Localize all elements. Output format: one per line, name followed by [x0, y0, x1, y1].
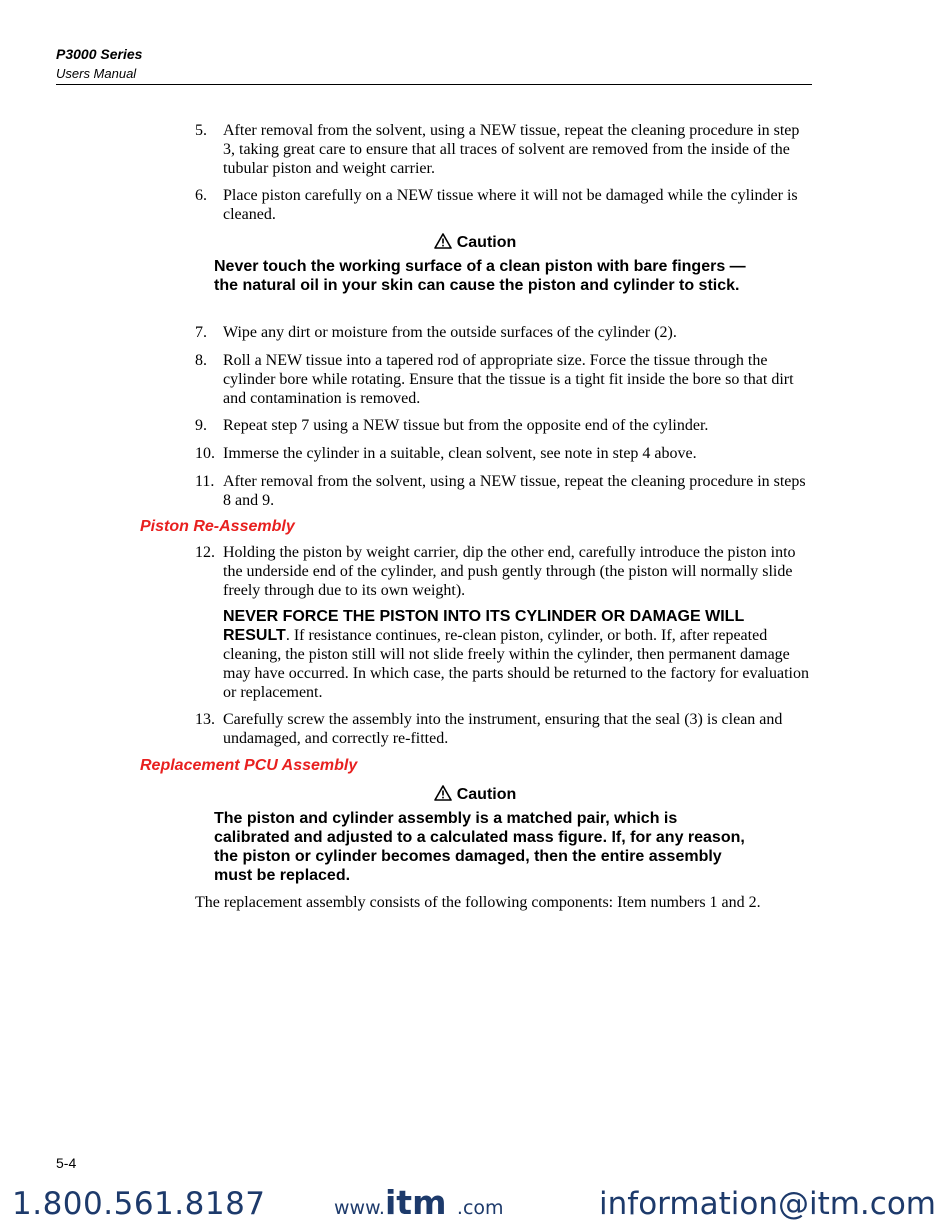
section-heading-reassembly: Piston Re-Assembly	[140, 518, 295, 535]
step-11	[195, 472, 815, 510]
step-9	[195, 416, 815, 435]
step-number: 5.	[195, 122, 207, 139]
step-number: 12.	[195, 544, 215, 561]
step-10	[195, 444, 815, 463]
page-number: 5-4	[56, 1155, 77, 1171]
caution-label: Caution	[456, 786, 517, 803]
replacement-components-text: The replacement assembly consists of the following components: Item numbers 1 and 2.	[195, 894, 761, 911]
step-text: After removal from the solvent, using a NEW tissue, repeat the cleaning procedure in steps 8 and 9.	[223, 473, 806, 509]
caution-heading	[0, 785, 950, 806]
footer-phone[interactable]: 1.800.561.8187	[12, 1186, 266, 1222]
step-number: 13.	[195, 711, 215, 728]
step-5	[195, 121, 815, 178]
caution-label: Caution	[456, 234, 517, 251]
step-number: 9.	[195, 417, 207, 434]
step-text: After removal from the solvent, using a NEW tissue, repeat the cleaning procedure in step 3, taking great care to ensure that all traces of solvent are removed from the inside of the tubular piston and weight carrier.	[223, 122, 800, 177]
step-text: Repeat step 7 using a NEW tissue but from the opposite end of the cylinder.	[223, 417, 709, 434]
step-text: Roll a NEW tissue into a tapered rod of appropriate size. Force the tissue through the cylinder bore while rotating. Ensure that the tissue is a tight fit inside the bore so that dirt and contamination is removed.	[223, 352, 794, 407]
step-8	[195, 351, 815, 408]
step-number: 10.	[195, 445, 215, 462]
step-text: Place piston carefully on a NEW tissue where it will not be damaged while the cylinder is cleaned.	[223, 187, 798, 223]
step-text: Immerse the cylinder in a suitable, clean solvent, see note in step 4 above.	[223, 445, 697, 462]
step-number: 7.	[195, 324, 207, 341]
itm-logo-text: itm	[384, 1186, 447, 1218]
step-7	[195, 323, 815, 342]
force-warning-bold: NEVER FORCE THE PISTON INTO ITS CYLINDER OR DAMAGE WILL RESULT	[223, 608, 744, 644]
section-heading-replacement: Replacement PCU Assembly	[140, 757, 358, 774]
step-number: 11.	[195, 473, 215, 490]
force-warning-note	[223, 607, 815, 702]
warning-triangle-icon	[434, 233, 452, 254]
caution-text: Never touch the working surface of a clean piston with bare fingers — the natural oil in your skin can cause the piston and cylinder to stick.	[214, 258, 746, 294]
warning-triangle-icon	[434, 785, 452, 806]
manual-subtitle: Users Manual	[56, 66, 137, 81]
step-number: 8.	[195, 352, 207, 369]
manual-series-title: P3000 Series	[56, 46, 143, 62]
force-warning-text: . If resistance continues, re-clean piston, cylinder, or both. If, after repeated cleaning, the piston still will not slide freely within the cylinder, then permanent damage may have occurred. In which case, the parts should be returned to the factory for evaluation or replacement.	[223, 627, 809, 701]
footer-www: www.	[334, 1197, 385, 1219]
step-text: Carefully screw the assembly into the instrument, ensuring that the seal (3) is clean and undamaged, and correctly re-fitted.	[223, 711, 783, 747]
footer-com: .com	[456, 1197, 504, 1219]
step-number: 6.	[195, 187, 207, 204]
caution-heading	[0, 233, 950, 254]
itm-logo-icon	[385, 1186, 457, 1222]
step-text: Holding the piston by weight carrier, dip the other end, carefully introduce the piston into the underside end of the cylinder, and push gently through (the piston will normally slide freely through due to its own weight).	[223, 544, 796, 599]
footer-website[interactable]	[334, 1186, 504, 1222]
footer-email[interactable]: information@itm.com	[599, 1186, 936, 1222]
step-text: Wipe any dirt or moisture from the outside surfaces of the cylinder (2).	[223, 324, 677, 341]
step-6	[195, 186, 815, 224]
step-13	[195, 710, 815, 748]
header-rule	[56, 84, 812, 85]
caution-text: The piston and cylinder assembly is a matched pair, which is calibrated and adjusted to a calculated mass figure. If, for any reason, the piston or cylinder becomes damaged, then the entire assembly must be replaced.	[214, 810, 745, 884]
step-12	[195, 543, 815, 600]
